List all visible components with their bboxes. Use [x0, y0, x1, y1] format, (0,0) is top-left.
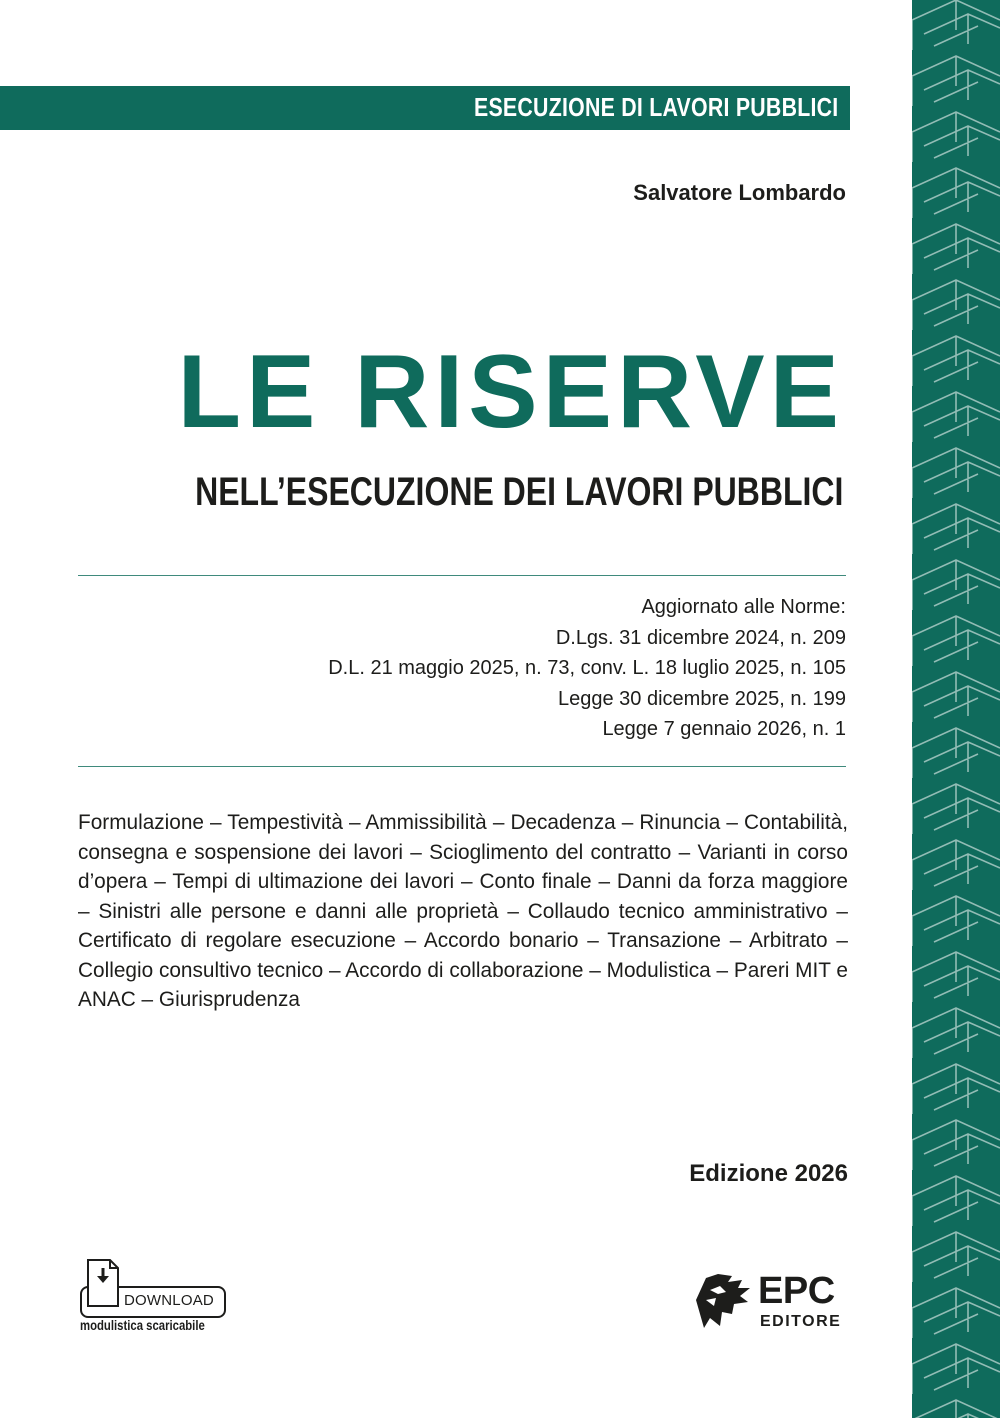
norm-item: Legge 7 gennaio 2026, n. 1	[602, 718, 846, 740]
book-title: LE RISERVE	[177, 334, 844, 450]
publisher-logo	[692, 1270, 862, 1336]
author-name: Salvatore Lombardo	[633, 180, 846, 205]
norms-block	[328, 592, 846, 745]
norm-item: D.Lgs. 31 dicembre 2024, n. 209	[555, 626, 846, 649]
divider-bottom	[78, 766, 846, 767]
topics-paragraph: Formulazione – Tempestività – Ammissibilità – Decadenza – Rinuncia – Contabilità, consegna e sospensione dei lavori – Scioglimento del contratto – Varianti in corso d’opera – Tempi di ultimazione dei lavori – Conto finale – Danni da forza maggiore – Sinistri alle persone e danni alle proprietà – Collaudo tecnico amministrativo – Certificato di regolare esecuzione – Accordo bonario – Transazione – Arbitrato – Collegio consultivo tecnico – Accordo di collaborazione – Modulistica – Pareri MIT e ANAC – Giurisprudenza	[78, 811, 848, 1011]
geometric-pattern	[912, 0, 1000, 1418]
norms-heading: Aggiornato alle Norme:	[641, 596, 846, 618]
book-subtitle: NELL’ESECUZIONE DEI LAVORI PUBBLICI	[194, 470, 843, 514]
publisher-subname: EDITORE	[760, 1313, 842, 1330]
norm-item: D.L. 21 maggio 2025, n. 73, conv. L. 18 luglio 2025, n. 105	[328, 657, 846, 679]
download-document-icon	[86, 1258, 120, 1308]
cover-spine-pattern	[912, 0, 1000, 1418]
download-label: DOWNLOAD	[124, 1292, 214, 1309]
divider-top	[78, 575, 846, 576]
publisher-name: EPC	[758, 1270, 835, 1312]
lion-logo-icon	[692, 1270, 754, 1332]
series-label: ESECUZIONE DI LAVORI PUBBLICI	[473, 92, 838, 122]
norm-item: Legge 30 dicembre 2025, n. 199	[558, 687, 846, 710]
edition-label: Edizione 2026	[689, 1160, 848, 1187]
download-caption: modulistica scaricabile	[80, 1318, 205, 1333]
pattern-lines	[912, 0, 1000, 1418]
download-badge	[80, 1258, 250, 1338]
series-band	[0, 86, 850, 130]
